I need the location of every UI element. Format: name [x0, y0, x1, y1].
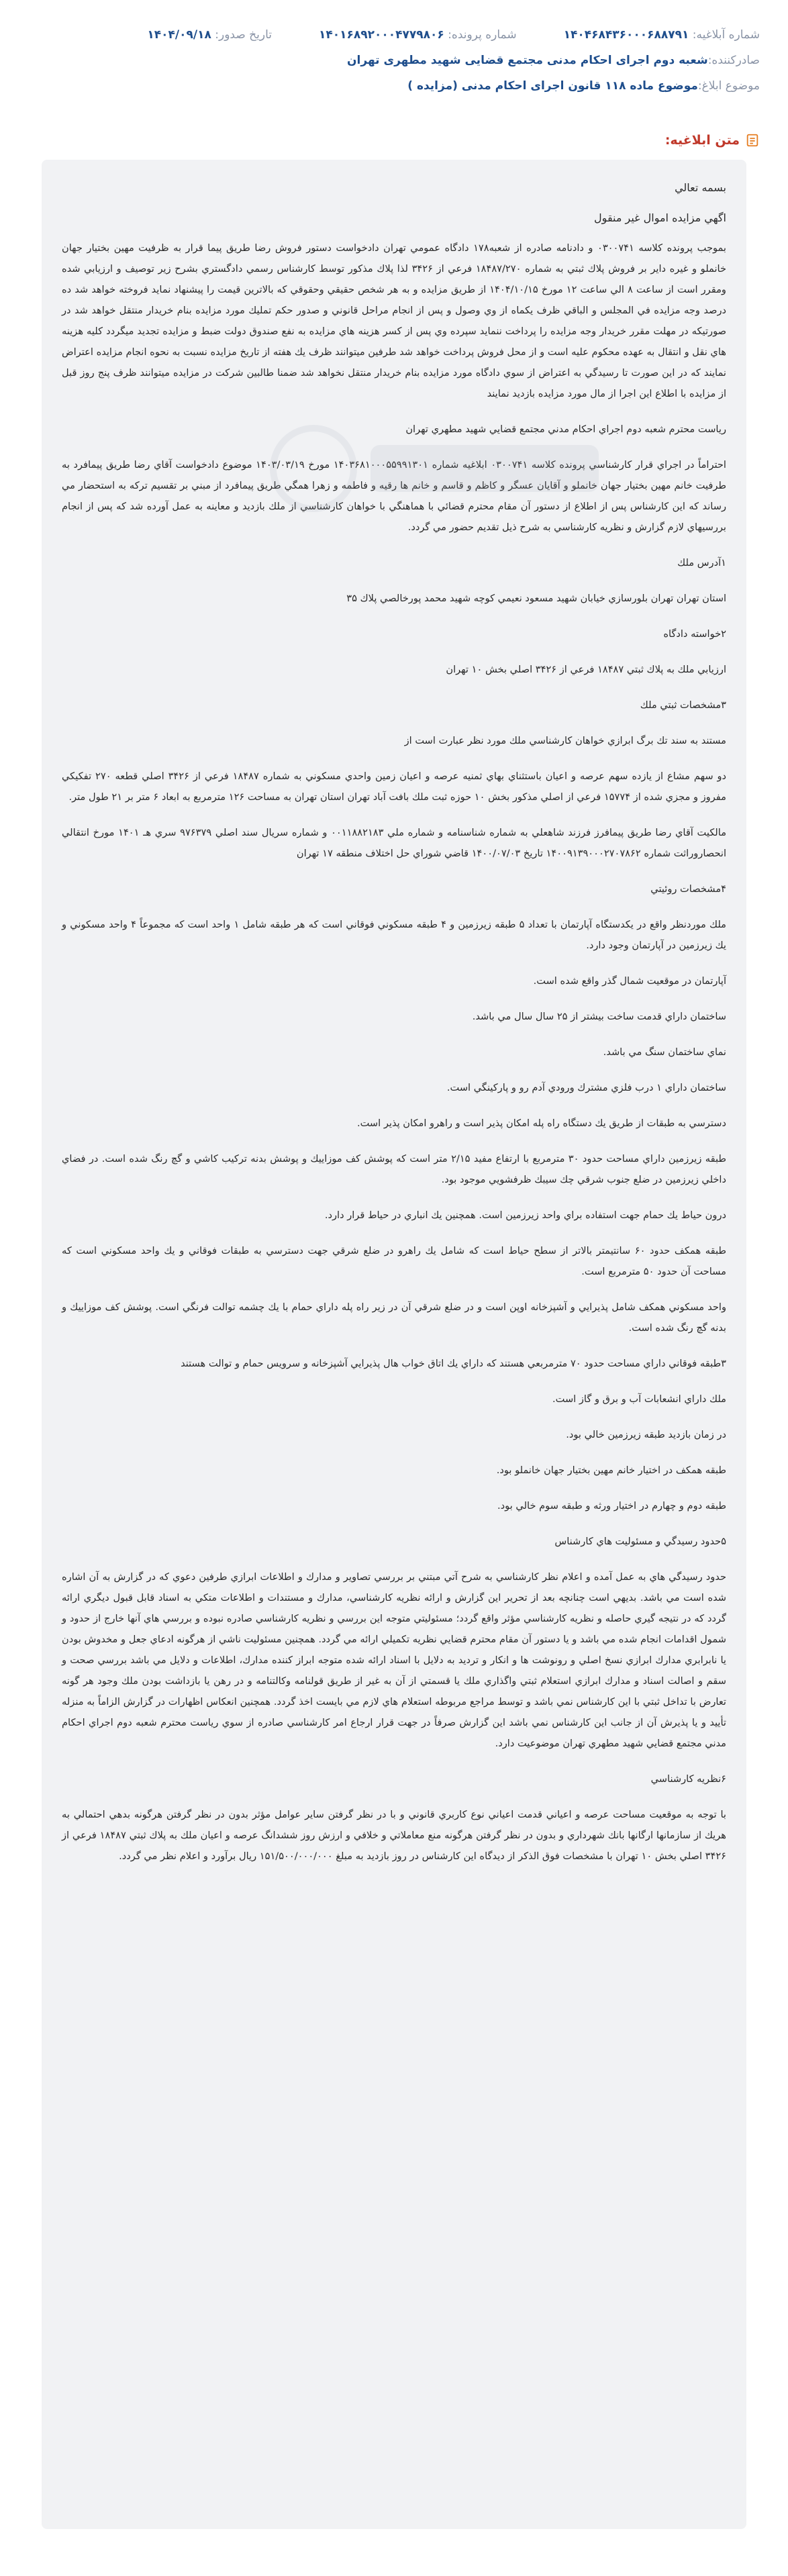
paragraph: ۲خواسته دادگاه	[663, 628, 726, 640]
issue-date-label: تاریخ صدور:	[215, 28, 272, 42]
case-number	[319, 27, 517, 43]
issue-date-value: ۱۴۰۴/۰۹/۱۸	[147, 28, 211, 42]
paragraph: ساختمان داراي ۱ درب فلزي مشترك ورودي آدم رو و پاركينگي است.	[446, 1082, 726, 1093]
issuer-value: شعبه دوم اجرای احکام مدنی مجتمع قضایی شهید مطهری تهران	[347, 54, 708, 67]
paragraph: واحد مسكوني همكف شامل پذيرايي و آشپزخانه اوپن است و در ضلع شرقي آن در زير راه پله داراي حمام با يك چشمه توالت فرنگي است. پوشش كف موزاييك و بدنه گچ رنگ شده است.	[62, 1301, 726, 1334]
paragraph: درون حياط يك حمام جهت استفاده براي واحد زيرزمين است. همچنين يك انباري در حياط قرار دارد.	[324, 1209, 726, 1221]
paragraph: رياست محترم شعبه دوم اجراي احكام مدني مجتمع قضايي شهيد مطهري تهران	[405, 424, 726, 435]
paragraph: استان تهران تهران بلورسازي خيابان شهيد مسعود نعيمي كوچه شهيد محمد پورخالصي پلاك ۳۵	[346, 593, 726, 604]
paragraph: نماي ساختمان سنگ مي باشد.	[603, 1046, 726, 1058]
paragraph: مستند به سند تك برگ ابرازي خواهان كارشناسي ملك مورد نظر عبارت است از	[404, 735, 726, 746]
issue-date	[147, 27, 272, 43]
subject-label: موضوع ابلاغ:	[697, 79, 760, 93]
paragraph: ۳مشخصات ثبتي ملك	[640, 699, 726, 711]
paragraph-title: بسمه تعالي	[675, 181, 726, 194]
paragraph: احتراماً در اجراي قرار كارشناسي پرونده كلاسه ۰۳۰۰۷۴۱ ابلاغيه شماره ۱۴۰۳۶۸۱۰۰۰۵۵۹۹۱۳۰۱ مورخ ۱۴۰۳/۰۳/۱۹ موضوع دادخواست آقاي رضا طريق پيمافرد به طرفيت خانم مهين بختيار جهان خانملو و آقايان عسگر و كاظم و قاسم و خانم ها رقيه و فاطمه و زهرا همگي طريق پيمافرد از مبني بر تقسيم تركه به استحضار مي رساند كه اين كارشناس پس از اطلاع از دستور آن مقام محترم قضائي با هماهنگي با خواهان كارشناسي از ملك بازديد و معاينه به عمل آورده شد كه پس از انجام بررسيهاي لازم گزارش و نظريه كارشناسي به شرح ذيل تقديم حضور مي گردد.	[62, 459, 726, 533]
paragraph: در زمان بازديد طبقه زيرزمين خالي بود.	[566, 1429, 726, 1440]
paragraph: طبقه زيرزمين داراي مساحت حدود ۳۰ مترمربع با ارتفاع مفيد ۲/۱۵ متر است كه پوشش كف موزاييك و پوشش بدنه تركيب كاشي و گچ رنگ شده است. در فضاي داخلي زيرزمين در ضلع جنوب شرقي چك سيبك ظرفشويي موجود بود.	[62, 1153, 727, 1185]
notice-text-label: متن ابلاغیه:	[664, 133, 740, 148]
paragraph: با توجه به موقعيت مساحت عرصه و اعياني قدمت اعياني نوع كاربري قانوني و با در نظر گرفتن ساير عوامل مؤثر بدون در نظر گرفتن هرگونه بدهي احتمالي به هريك از سازمانها ارگانها بانك شهرداري و بدون در نظر گرفتن هرگونه منع معاملاتي و خلافي و ارزش روز ششدانگ عرصه و اعيان ملك به پلاك ثبتي ۱۸۴۸۷ فرعي از ۳۴۲۶ اصلي بخش ۱۰ تهران با مشخصات فوق الذكر از ديدگاه اين كارشناس در روز بازديد به مبلغ ۱۵۱/۵۰۰/۰۰۰/۰۰۰ ريال برآورد و اعلام نظر مي گردد.	[62, 1809, 726, 1862]
notice-paragraphs	[62, 177, 726, 1867]
paragraph: مالكيت آقاي رضا طريق پيمافرز فرزند شاهعلي به شماره شناسنامه و شماره ملي ۰۰۱۱۸۸۲۱۸۳ و شماره سريال سند اصلي ۹۷۶۳۷۹ سري هـ ۱۴۰۱ مورخ انتقالي انحصاروراثت شماره ۱۴۰۰۹۱۳۹۰۰۰۲۷۰۷۸۶۲ تاريخ ۱۴۰۰/۰۷/۰۳ قاضي شوراي حل اختلاف منطقه ۱۷ تهران	[62, 827, 727, 859]
paragraph: دسترسي به طبقات از طريق يك دستگاه راه پله امكان پذير است و راهرو امكان پذير است.	[356, 1118, 726, 1129]
case-number-value: ۱۴۰۱۶۸۹۲۰۰۰۴۷۷۹۸۰۶	[319, 28, 444, 42]
paragraph: ۶نظريه كارشناسي	[650, 1773, 726, 1785]
subject-value: موضوع ماده ۱۱۸ قانون اجرای احکام مدنی (مزایده )	[407, 79, 698, 93]
case-number-label: شماره پرونده:	[448, 28, 517, 42]
notice-number-label: شماره آبلاغیه:	[692, 28, 760, 42]
paragraph: طبقه همكف در اختيار خانم مهين بختيار جهان خانملو بود.	[496, 1465, 726, 1476]
notice-text-heading	[665, 133, 760, 148]
notice-number	[564, 27, 760, 43]
paragraph-auction-title: اگهي مزايده اموال غير منقول	[594, 211, 726, 224]
notice-number-value: ۱۴۰۴۶۸۴۳۶۰۰۰۶۸۸۷۹۱	[563, 28, 689, 42]
paragraph: ارزيابي ملك به پلاك ثبتي ۱۸۴۸۷ فرعي از ۳۴۲۶ اصلي بخش ۱۰ تهران	[446, 664, 726, 675]
notice-body	[42, 160, 746, 2529]
paragraph: بموجب پرونده كلاسه ۰۳۰۰۷۴۱ و دادنامه صادره از شعبه۱۷۸ دادگاه عمومي تهران دادخواست دستور فروش رضا طريق پيما قرار به ظرفيت مهين بختيار جهان خانملو و غيره داير بر فروش پلاك ثبتي به شماره ۱۸۴۸۷/۲۷۰ فرعي از ۳۴۲۶ لذا پلاك مذكور توسط كارشناس رسمي دادگستري بشرح زير توصيف و ارزيابي شده ومقرر است از ساعت ۸ الي ساعت ۱۲ مورخ ۱۴۰۴/۱۰/۱۵ از طريق مزايده و به هر شخص حقيقي وحقوقي كه بالاترين قيمت را پيشنهاد نمايد فروخته خواهد شد ده درصد وجه مزايده في المجلس و الباقي ظرف يكماه از وي وصول و پس از انجام مراحل قانوني و صدور حكم تمليك مورد مزايده بنام خريدار منتقل خواهد شد در صورتيكه در مهلت مقرر خريدار وجه مزايده را پرداخت ننمايد سپرده وي پس از كسر هزينه هاي مزايده به نفع صندوق دولت ضبط و مزايده تجديد ميگردد كليه هزينه هاي نقل و انتقال به عهده محكوم عليه است و از محل فروش پرداخت خواهد شد طرفين ميتوانند ظرف يك هفته از تاريخ مزايده نسبت به نحوه انجام مزايده اعتراض نمايند كه در اين صورت تا رسيدگي به اعتراض از سوي دادگاه مورد مزايده بنام خريدار منتقل نخواهد شد ضمنا طالبين شركت در مزايده ميتوانند ظرف پنج روز قبل از مزايده با اطلاع اين اجرا از مال مورد مزايده بازديد نمايند	[62, 242, 727, 399]
header-row-issuer	[28, 52, 760, 68]
paragraph: ساختمان داراي قدمت ساخت بيشتر از ۲۵ سال سال مي باشد.	[472, 1011, 726, 1022]
paragraph: ۱آدرس ملك	[677, 557, 726, 568]
paragraph: ۴مشخصات روئيتي	[650, 883, 726, 895]
header-row-numbers	[28, 27, 760, 43]
paragraph: ملك موردنظر واقع در يكدستگاه آپارتمان با تعداد ۵ طبقه زيرزمين و ۴ طبقه مسكوني فوقاني است كه هر طبقه شامل ۱ واحد است كه مجموعاً ۴ واحد مسكوني و يك زيرزمين در آپارتمان وجود دارد.	[62, 919, 726, 951]
paragraph: ملك داراي انشعابات آب و برق و گاز است.	[552, 1393, 726, 1405]
paragraph: طبقه همكف حدود ۶۰ سانتيمتر بالاتر از سطح حياط است كه شامل يك راهرو در ضلع شرقي جهت دسترسي به طبقات فوقاني و يك واحد مسكوني است كه مساحت آن حدود ۵۰ مترمربع است.	[62, 1245, 726, 1277]
header-row-subject	[28, 78, 760, 94]
notice-document-icon	[745, 133, 760, 148]
paragraph: حدود رسيدگي هاي به عمل آمده و اعلام نظر كارشناسي به شرح آتي مبتني بر بررسي تصاوير و مدارك و اطلاعات ابرازي طرفين دعوي كه در گزارش به آن اشاره شده است مي باشد. بديهي است چنانچه بعد از تحرير اين گزارش و ارائه نظريه كارشناسي، مدارك و مستندات و اطلاعات متكي به اسناد قابل قبول ديگري ارائه گردد كه در نتيجه گيري حاصله و نظريه كارشناسي مؤثر واقع گردد؛ مسئوليتي متوجه اين بررسي و نظريه كارشناسي صادره نبوده و بررسي هاي آنها خارج از حدود و شمول اقدامات انجام شده مي باشد و يا دستور آن مقام محترم قضايي نظريه تكميلي ارائه مي گردد. همچنين مسئوليت ناشي از هرگونه ادعاي جعل و مخدوش بودن يا نابرابري مدارك ابرازي نسخ اصلي و رونوشت ها و انكار و ترديد به دلايل با اسناد ارائه شده متوجه ابراز كننده مدارك، اطلاعات و دلايل مي باشد بررسي صحت و سقم و اصالت اسناد و مدارك ابرازي استعلام ثبتي واگذاري ملك يا قسمتي از آن به غير از طريق قولنامه وكالتنامه و در رهن يا بازداشت بودن ملك وجود هر گونه تعارض با تداخل ثبتي با اين كارشناس نمي باشد و توسط مراجع مربوطه استعلام هاي لازم مي بايست اخذ گردد. همچنين انعكاس اظهارات در گزارش الزاماً به منزله تأييد و يا پذيرش آن از جانب اين كارشناس نمي باشد اين گزارش صرفاً در جهت قرار ارجاع امر كارشناسي صادره از سوي رياست محترم شعبه دوم اجراي احكام مدني مجتمع قضايي شهيد مطهري تهران موضوعيت دارد.	[62, 1571, 726, 1749]
paragraph: ۳طبقه فوقاني داراي مساحت حدود ۷۰ مترمربعي هستند كه داراي يك اتاق خواب هال پذيرايي آشپزخانه و سرويس حمام و توالت هستند	[181, 1358, 726, 1369]
paragraph: آپارتمان در موقعيت شمال گذر واقع شده است.	[533, 975, 726, 987]
notice-header	[28, 27, 760, 103]
issuer-label: صادرکننده:	[707, 54, 760, 67]
paragraph: دو سهم مشاع از يازده سهم عرصه و اعيان باستثناي بهاي ثمنيه عرصه و اعيان زمين واحدي مسكوني به شماره ۱۸۴۸۷ فرعي از ۳۴۲۶ اصلي قطعه ۲۷۰ تفكيكي مفروز و مجزي شده از ۱۵۷۷۴ فرعي از اصلي مذكور بخش ۱۰ حوزه ثبت ملك بافت آباد تهران استان تهران به مساحت ۱۲۶ مترمربع به ابعاد ۶ متر بر ۲۱ طول متر.	[62, 771, 727, 803]
paragraph: طبقه دوم و چهارم در اختيار ورثه و طبقه سوم خالي بود.	[497, 1500, 726, 1512]
paragraph: ۵حدود رسيدگي و مسئوليت هاي كارشناس	[554, 1536, 726, 1547]
